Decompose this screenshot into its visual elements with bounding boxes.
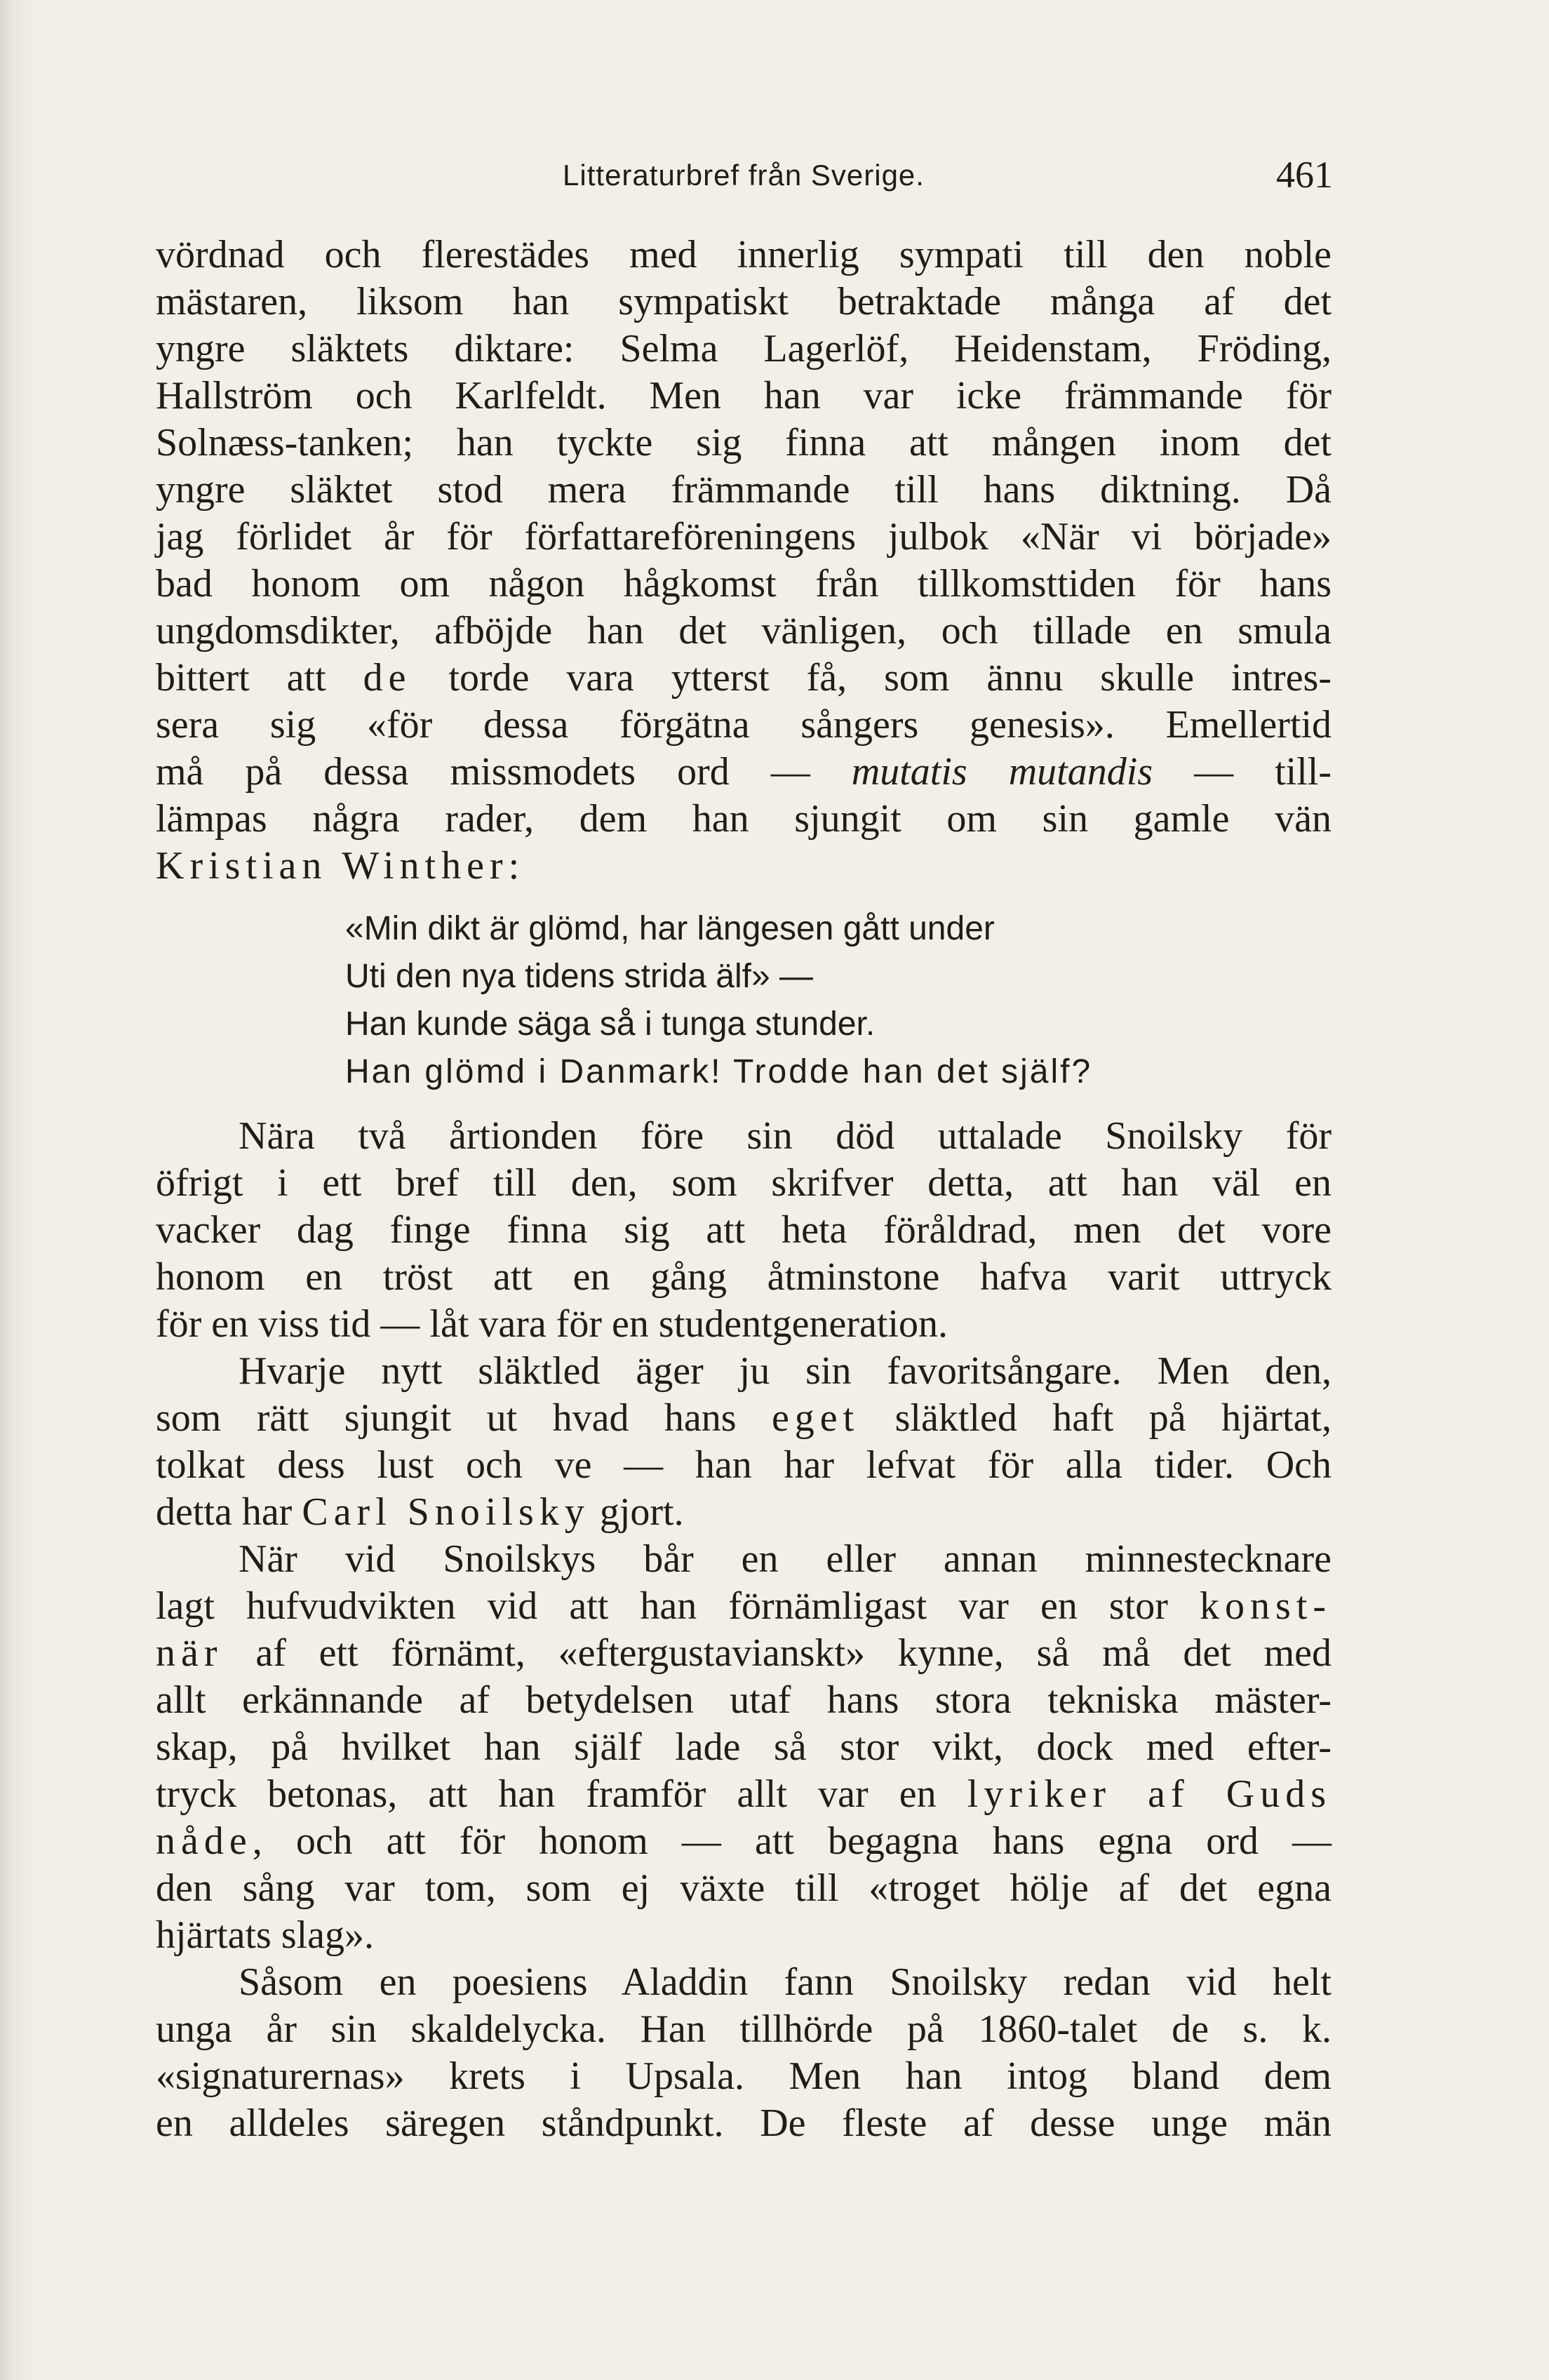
text-segment: bittert att (156, 656, 363, 700)
verse-quote (156, 905, 1332, 1096)
verse-line: «Min dikt är glömd, har längesen gått under (345, 910, 995, 947)
text-line: jag förlidet år för författareföreningens julbok «När vi började» (156, 515, 1332, 559)
text-segment: af ett förnämt, «eftergustavianskt» kynne, så må det med (222, 1631, 1332, 1675)
text-line: När vid Snoilskys bår en eller annan minnestecknare (239, 1537, 1332, 1581)
text-line: Hvarje nytt släktled äger ju sin favoritsångare. Men den, (239, 1349, 1332, 1393)
text-line: vacker dag finge finna sig att heta föråldrad, men det vore (156, 1208, 1332, 1252)
text-line (156, 843, 1332, 890)
text-line: yngre släktet stod mera främmande till hans diktning. Då (156, 468, 1332, 512)
text-line: honom en tröst att en gång åtminstone hafva varit uttryck (156, 1255, 1332, 1299)
verse-line: Han kunde säga så i tunga stunder. (345, 1005, 876, 1043)
text-segment: som rätt sjungit ut hvad hans (156, 1396, 772, 1440)
spaced-emphasis: nåde (156, 1819, 253, 1863)
text-segment: detta har (156, 1490, 302, 1534)
text-segment: , och att för honom — att begagna hans egna ord — (252, 1819, 1332, 1863)
italic-phrase: mutatis mutandis (851, 750, 1153, 794)
page-number: 461 (1276, 154, 1333, 196)
text-line (156, 1583, 1332, 1630)
text-line: Hallström och Karlfeldt. Men han var icke främmande för (156, 374, 1332, 417)
text-line: bad honom om någon hågkomst från tillkomsttiden för hans (156, 562, 1332, 606)
text-line (156, 749, 1332, 796)
text-line (156, 1395, 1332, 1442)
text-line (156, 1771, 1332, 1818)
text-line: öfrigt i ett bref till den, som skrifver detta, att han väl en (156, 1161, 1332, 1205)
running-title: Litteraturbref från Sverige. (563, 159, 925, 192)
text-line: en alldeles säregen ståndpunkt. De fleste af desse unge män (156, 2101, 1332, 2145)
text-line: unga år sin skaldelycka. Han tillhörde på 1860-talet de s. k. (156, 2007, 1332, 2051)
spaced-emphasis: konst- (1200, 1584, 1332, 1628)
spaced-emphasis: Kristian Winther: (156, 844, 525, 888)
verse-line: Han glömd i Danmark! Trodde han det själf? (345, 1053, 1093, 1090)
text-segment: — till- (1153, 750, 1332, 794)
text-line (156, 1630, 1332, 1677)
text-line: Nära två årtionden före sin död uttalade Snoilsky för (239, 1114, 1332, 1158)
spaced-emphasis: de (363, 656, 412, 700)
text-line: vördnad och flerestädes med innerlig sympati till den noble (156, 233, 1332, 276)
text-line: yngre släktets diktare: Selma Lagerlöf, Heidenstam, Fröding, (156, 327, 1332, 370)
verse-line: Uti den nya tidens strida älf» — (345, 958, 814, 995)
text-segment: må på dessa missmodets ord — (156, 750, 852, 794)
spaced-emphasis: lyriker af Guds (967, 1772, 1332, 1816)
text-line: den sång var tom, som ej växte till «troget hölje af det egna (156, 1866, 1332, 1910)
text-line: mästaren, liksom han sympatiskt betraktade många af det (156, 280, 1332, 323)
text-line: för en viss tid — låt vara för en studentgeneration. (156, 1302, 948, 1346)
spaced-emphasis: Carl Snoilsky (302, 1490, 590, 1534)
text-segment: torde vara ytterst få, som ännu skulle intres- (411, 656, 1332, 700)
text-line: allt erkännande af betydelsen utaf hans stora tekniska mäster- (156, 1678, 1332, 1722)
text-line (156, 1818, 1332, 1865)
text-segment: släktled haft på hjärtat, (859, 1396, 1332, 1440)
text-line: ungdomsdikter, afböjde han det vänligen, och tillade en smula (156, 609, 1332, 653)
spaced-emphasis: när (156, 1631, 223, 1675)
text-line: Solnæss-tanken; han tyckte sig finna att mången inom det (156, 421, 1332, 464)
text-segment: gjort. (589, 1490, 684, 1534)
body-text (156, 232, 1332, 2147)
text-line: skap, på hvilket han själf lade så stor vikt, dock med efter- (156, 1725, 1332, 1769)
text-line: «signaturernas» krets i Upsala. Men han intog bland dem (156, 2054, 1332, 2098)
text-line: tolkat dess lust och ve — han har lefvat för alla tider. Och (156, 1443, 1332, 1487)
text-line (156, 1489, 1332, 1536)
text-segment: lagt hufvudvikten vid att han förnämligast var en stor (156, 1584, 1200, 1628)
text-line: Såsom en poesiens Aladdin fann Snoilsky redan vid helt (239, 1960, 1332, 2004)
page-header (154, 153, 1333, 202)
spaced-emphasis: eget (771, 1396, 860, 1440)
text-line (156, 655, 1332, 702)
text-segment: tryck betonas, att han framför allt var en (156, 1772, 967, 1816)
text-line: lämpas några rader, dem han sjungit om sin gamle vän (156, 797, 1332, 841)
text-line: hjärtats slag». (156, 1913, 375, 1957)
text-line: sera sig «för dessa förgätna sångers genesis». Emellertid (156, 703, 1332, 747)
